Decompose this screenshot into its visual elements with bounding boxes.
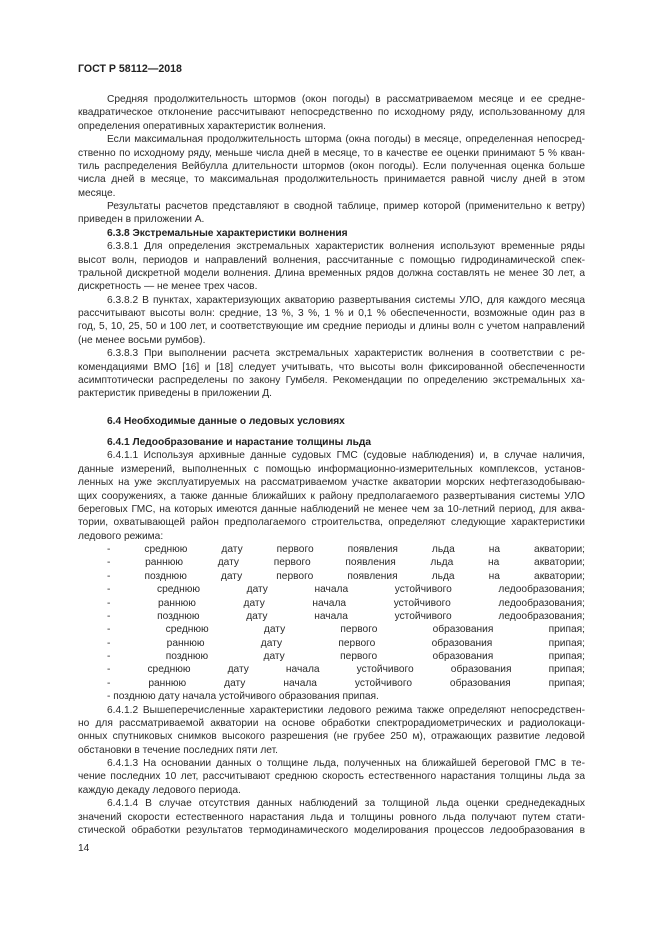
- paragraph: [78, 757, 585, 797]
- text-line: ленных на уже эксплуатируемых на рассматриваемом участке акватории морских нефтегазодобываю-: [78, 477, 585, 489]
- text-line: чение последних 10 лет, рассчитывают среднюю скорость естественного нарастания толщины льда за: [78, 771, 585, 783]
- paragraph: [78, 240, 585, 294]
- text-line: 6.4 Необходимые данные о ледовых условиях: [107, 415, 345, 427]
- text-line: 6.3.8.2 В пунктах, характеризующих акваторию развертывания системы УЛО, для каждого месяца: [107, 294, 585, 306]
- list-item: - позднюю дату первого образования припая;: [107, 651, 585, 662]
- text-line: числа дней в месяце, то максимальная продолжительность принимается равной числу дней в этом: [78, 174, 585, 186]
- text-line: стической обработки результатов термодинамического моделирования процессов ледообразования в: [78, 824, 585, 836]
- subsection-heading: [78, 227, 585, 240]
- text-line: ственно по исходному ряду, меньше числа дней в месяце, то в качестве ее оценки принимают 5 % кван-: [78, 147, 585, 159]
- page-number: 14: [78, 843, 90, 854]
- text-line: 6.4.1.4 В случае отсутствия данных наблюдений за толщиной льда оценки среднедекадных: [107, 798, 585, 810]
- text-line: тральной дискретной модели волнения. Длина временных рядов должна составлять не менее 30 лет, а: [78, 267, 585, 279]
- paragraph: [78, 449, 585, 543]
- text-line: Если максимальная продолжительность шторма (окна погоды) в месяце, определенная непосред-: [107, 134, 585, 146]
- list-item: - среднюю дату первого появления льда на акватории;: [107, 544, 585, 555]
- text-line: рассчитывают высоты волн: средние, 13 %, 3 %, 1 % и 0,1 % обеспеченности, возможные один раз в: [78, 308, 585, 319]
- paragraph: [78, 200, 585, 227]
- text-line: Результаты расчетов представляют в сводной таблице, пример которой (применительно к ветру): [107, 201, 585, 212]
- list-item: - позднюю дату первого появления льда на акватории;: [107, 570, 585, 582]
- text-line: 6.4.1.1 Используя архивные данные судовых ГМС (судовые наблюдения) и, в случае наличия,: [107, 450, 585, 462]
- list-item: - позднюю дату начала устойчивого ледообразования;: [107, 610, 585, 622]
- paragraph: [78, 294, 585, 348]
- document-body: [78, 93, 585, 837]
- text-line: обстановки в течение последних пяти лет.: [78, 744, 278, 756]
- text-line: 6.4.1.3 На основании данных о толщине льда, полученных на ближайшей береговой ГМС в те-: [107, 758, 585, 769]
- list-item: - среднюю дату начала устойчивого ледообразования;: [107, 584, 585, 596]
- list-item: - раннюю дату первого образования припая;: [107, 637, 585, 649]
- text-line: тиль распределения Вейбулла длительности штормов (окон погоды). Если полученная оценка больше: [78, 160, 585, 172]
- list-item: - среднюю дату первого образования припая;: [107, 624, 585, 636]
- paragraph: [78, 797, 585, 837]
- text-line: ледового режима:: [78, 530, 164, 542]
- section-heading: [78, 415, 585, 428]
- text-line: 6.4.1 Ледообразование и нарастание толщины льда: [107, 437, 371, 448]
- text-line: год, 5, 10, 25, 50 и 100 лет, и соответствующие им средние периоды и длины волн с учетом направлений: [78, 321, 585, 333]
- document-header: ГОСТ Р 58112—2018: [78, 63, 182, 75]
- list-item: - среднюю дату начала устойчивого образования припая;: [107, 664, 585, 676]
- bullet-list: [78, 543, 585, 704]
- text-line: (не менее восьми румбов).: [78, 334, 206, 346]
- text-line: 6.3.8 Экстремальные характеристики волнения: [107, 227, 348, 239]
- paragraph: [78, 133, 585, 200]
- text-line: данные измерений, выполненных с помощью информационно-измерительных комплексов, установ-: [78, 463, 585, 475]
- list-item: - позднюю дату начала устойчивого образования припая.: [107, 691, 379, 703]
- text-line: рактеристик приведены в приложении Д.: [78, 388, 272, 400]
- text-line: приведен в приложении А.: [78, 214, 205, 226]
- text-line: асимптотически распределены по закону Гумбеля. Рекомендации по определению экстремальных ха-: [78, 374, 585, 386]
- text-line: щих сооружениях, а также данные ближайших к району предполагаемого развертывания системы УЛО: [78, 490, 585, 502]
- list-item: - раннюю дату начала устойчивого образования припая;: [107, 677, 585, 689]
- text-line: тории, охватывающей район предполагаемого строительства, определяют следующие характеристики: [78, 517, 585, 529]
- text-line: месяце.: [78, 187, 116, 199]
- text-line: комендациями ВМО [16] и [18] следует учитывать, что высоты волн фиксированной обеспеченности: [78, 361, 585, 373]
- text-line: значений скорости естественного нарастания льда и толщины ровного льда получают путем стати-: [78, 811, 585, 823]
- text-line: дискретность — не менее трех часов.: [78, 281, 258, 293]
- text-line: 6.4.1.2 Вышеперечисленные характеристики ледового режима также определяют непосредствен-: [107, 704, 585, 716]
- text-line: но для рассматриваемой акватории на основе обработки спектрорадиометрических и радиолокаци-: [78, 717, 585, 729]
- list-item: - раннюю дату первого появления льда на акватории;: [107, 557, 585, 569]
- paragraph: [78, 93, 585, 133]
- text-line: высот волн, периодов и направлений волнения, рассчитанные с помощью гидродинамической спек-: [78, 254, 585, 266]
- text-line: Средняя продолжительность штормов (окон погоды) в рассматриваемом месяце и ее средне-: [107, 94, 585, 105]
- text-line: 6.3.8.1 Для определения экстремальных характеристик волнения используют временные ряды: [107, 241, 585, 253]
- paragraph: [78, 347, 585, 401]
- text-line: онных спутниковых снимков высокого разрешения (не грубее 250 м), отражающих развитие ледовой: [78, 731, 585, 743]
- text-line: определения оперативных характеристик волнения.: [78, 120, 326, 132]
- subsection-heading: [78, 436, 585, 449]
- paragraph: [78, 704, 585, 758]
- list-item: - раннюю дату начала устойчивого ледообразования;: [107, 597, 585, 609]
- text-line: каждую декаду ледового периода.: [78, 784, 241, 796]
- text-line: 6.3.8.3 При выполнении расчета экстремальных характеристик волнения в соответствии с ре-: [107, 348, 585, 360]
- text-line: береговых ГМС, на которых имеются данные наблюдений не менее чем за 10-летний период, для аква-: [78, 503, 585, 515]
- text-line: квадратическое отклонение рассчитывают непосредственно по исходному ряду, использованному для: [78, 107, 585, 119]
